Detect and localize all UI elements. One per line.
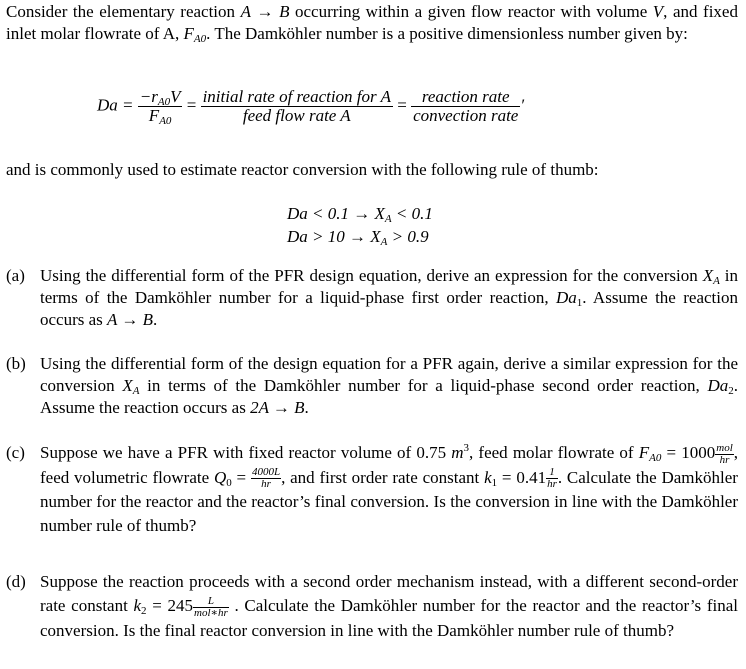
fraction-rate-ratio: $\frac{\text{reaction rate}}{\text{convection rate}}$ xyxy=(413,87,519,125)
question-c: (c) Suppose we have a PFR with fixed reactor volume of 0.75 $m^3$, feed molar flowrate of $F_{A0} = 1000$ mol hr , feed volumetric flowrate $Q_0$ = $\frac{4000L}{hr}$ , and first order rate constant $k_1 = 0.41$ $\frac{1}{hr}$ . Calculate the Damköhler number for the reactor and the reactor’s final conversion. Is the conversion in line with the Damköhler number rule of thumb? xyxy=(6,441,739,536)
question-a-label: (a) xyxy=(6,266,25,285)
rule-low: $Da < 0.1 \to X_A < 0.1$ xyxy=(287,204,433,225)
question-d-label: (d) xyxy=(6,572,26,591)
rules-of-thumb xyxy=(287,202,433,248)
unit-mol-per-hr: mol hr xyxy=(716,441,733,466)
unit-per-hr: $\frac{1}{hr}$ xyxy=(547,466,557,491)
question-a: (a) Using the differential form of the PFR design equation, derive an expression for the conversion $X_A$ in terms of the Damköhler number for a liquid-phase first order reaction, $Da_1$. Assume the reaction occurs as A → B. xyxy=(6,266,738,329)
question-d: (d) Suppose the reaction proceeds with a second order mechanism instead, with a different second-order rate constant $k_2 = 245$ L mol∗hr . Calculate the Damköhler number for the reactor and the reactor’s final conversion. Is the final reactor conversion in line with the Damköhler number rule of thumb? xyxy=(6,572,738,640)
question-b: (b) Using the differential form of the design equation for a PFR again, derive a similar expression for the conversion $X_A$ in terms of the Damköhler number for a liquid-phase second order reaction, $Da_2$. Assume the reaction occurs as 2A → B. xyxy=(6,354,738,417)
fraction-rate-over-flow: $\frac{-r_{A0}V}{F_{A0}}$ xyxy=(139,87,181,127)
unit-liter-per-mol-hr: L mol∗hr xyxy=(194,594,228,619)
da-lhs: Da = xyxy=(97,95,134,115)
question-c-label: (c) xyxy=(6,443,25,462)
fraction-words: $\frac{\text{initial rate of reaction for A}}{\text{feed flow rate A}}$ xyxy=(202,87,391,125)
damkohler-equation: Da = $\frac{-r_{A0}V}{F_{A0}}$ = $\frac{\text{initial rate of reaction for A}}{\text{feed flow rate A}}$ = $\frac{\text{reaction rate}}{\text{convection rate}}$ ′ xyxy=(97,87,525,127)
rule-intro: and is commonly used to estimate reactor conversion with the following rule of thumb: xyxy=(6,160,599,179)
unit-liters-per-hr: $\frac{4000L}{hr}$ xyxy=(251,466,281,491)
rule-high: $Da > 10 \to X_A > 0.9$ xyxy=(287,227,429,248)
question-b-label: (b) xyxy=(6,354,26,373)
intro-paragraph: Consider the elementary reaction A → B occurring within a given flow reactor with volume V, and fixed inlet molar flowrate of A, $F_{A0}$. The Damköhler number is a positive dimensionless number given by: xyxy=(6,2,738,45)
